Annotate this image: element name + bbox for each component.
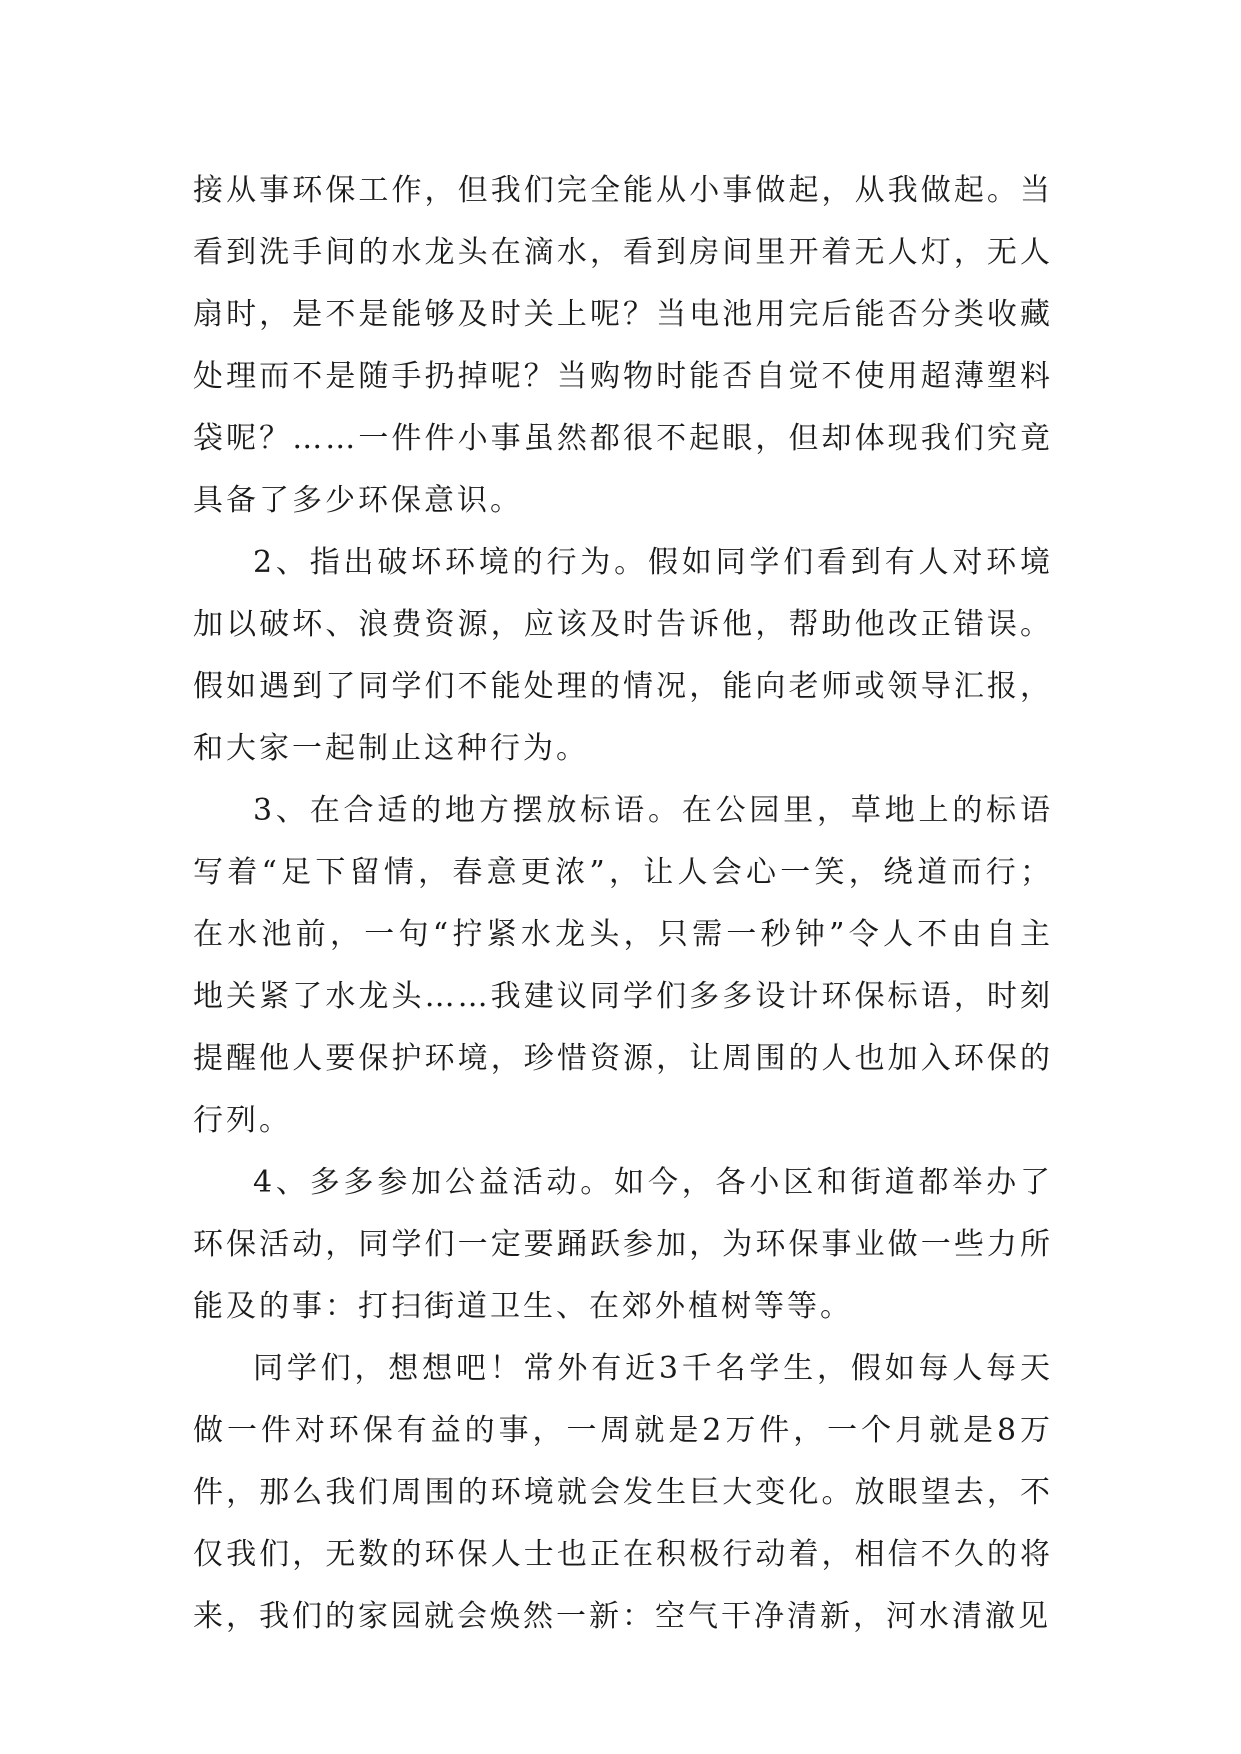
paragraph-continuation: 接从事环保工作，但我们完全能从小事做起，从我做起。当看到洗手间的水龙头在滴水，看到房间里开着无人灯，无人扇时，是不是能够及时关上呢？当电池用完后能否分类收藏处理而不是随手扔掉呢？当购物时能否自觉不使用超薄塑料袋呢？……一件件小事虽然都很不起眼，但却体现我们究竟具备了多少环保意识。	[193, 173, 1053, 518]
paragraph-point-3: 3、在合适的地方摆放标语。在公园里，草地上的标语写着“足下留情，春意更浓”，让人会心一笑，绕道而行；在水池前，一句“拧紧水龙头，只需一秒钟”令人不由自主地关紧了水龙头……我建议同学们多多设计环保标语，时刻提醒他人要保护环境，珍惜资源，让周围的人也加入环保的行列。	[193, 793, 1053, 1138]
paragraph-closing: 同学们，想想吧！常外有近3千名学生，假如每人每天做一件对环保有益的事，一周就是2万件，一个月就是8万件，那么我们周围的环境就会发生巨大变化。放眼望去，不仅我们，无数的环保人士也正在积极行动着，相信不久的将来，我们的家园就会焕然一新：空气干净清新，河水清澈见	[193, 1351, 1053, 1634]
paragraph-point-4: 4、多多参加公益活动。如今，各小区和街道都举办了环保活动，同学们一定要踊跃参加，为环保事业做一些力所能及的事：打扫街道卫生、在郊外植树等等。	[193, 1165, 1053, 1324]
paragraph-point-2: 2、指出破坏环境的行为。假如同学们看到有人对环境加以破坏、浪费资源，应该及时告诉他，帮助他改正错误。假如遇到了同学们不能处理的情况，能向老师或领导汇报，和大家一起制止这种行为。	[193, 545, 1053, 766]
document-body	[193, 160, 1053, 1648]
